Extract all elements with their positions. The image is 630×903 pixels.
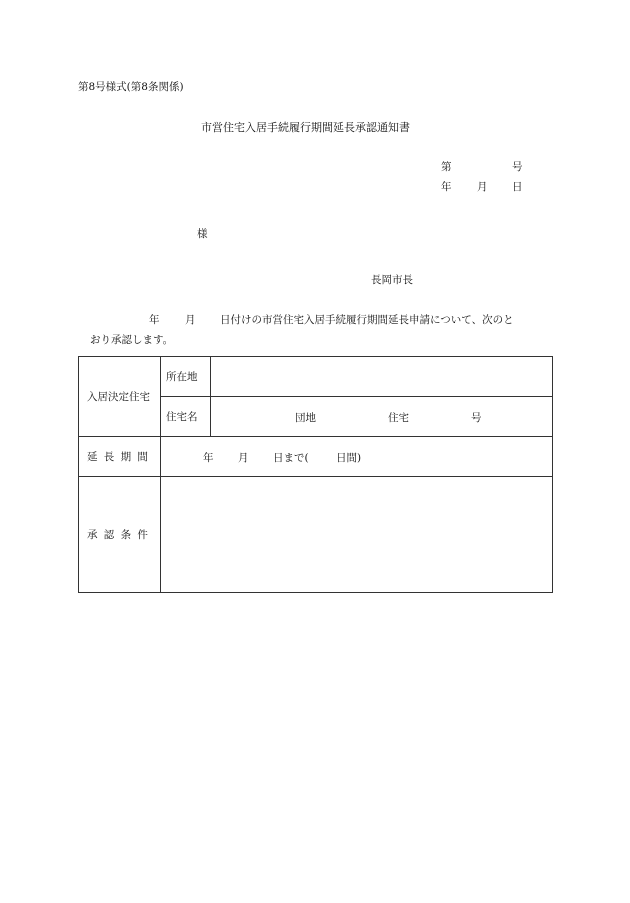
document-number-suffix: 号 xyxy=(512,161,523,173)
ext-until: 日まで( xyxy=(273,452,309,464)
body-text: 日付けの市営住宅入居手続履行期間延長申請について、次のと xyxy=(220,314,514,326)
ext-month: 月 xyxy=(238,452,249,464)
ext-days: 日間) xyxy=(336,452,362,464)
date-month: 月 xyxy=(477,181,488,193)
body-text-continued: おり承認します。 xyxy=(90,334,174,346)
conditions-value xyxy=(161,477,553,593)
document-number-prefix: 第 xyxy=(441,161,452,173)
issuer: 長岡市長 xyxy=(371,274,413,286)
date-year: 年 xyxy=(441,181,452,193)
house-name-value xyxy=(211,397,553,437)
location-value xyxy=(211,357,553,397)
jutaku-label: 住宅 xyxy=(388,412,409,424)
house-name-label: 住宅名 xyxy=(161,397,211,437)
conditions-label: 承認条件 xyxy=(79,477,161,593)
ext-year: 年 xyxy=(203,452,214,464)
danchi-label: 団地 xyxy=(295,412,316,424)
extension-label: 延長期間 xyxy=(79,437,161,477)
document-title: 市営住宅入居手続履行期間延長承認通知書 xyxy=(201,121,410,134)
approval-table xyxy=(78,356,553,593)
group-label: 入居決定住宅 xyxy=(79,357,161,437)
go-label: 号 xyxy=(471,412,482,424)
date-day: 日 xyxy=(512,181,523,193)
addressee-suffix: 様 xyxy=(197,228,208,240)
body-year: 年 xyxy=(149,314,160,326)
body-month: 月 xyxy=(185,314,196,326)
location-label: 所在地 xyxy=(161,357,211,397)
form-number: 第8号様式(第8条関係) xyxy=(78,81,184,93)
extension-value xyxy=(161,437,553,477)
